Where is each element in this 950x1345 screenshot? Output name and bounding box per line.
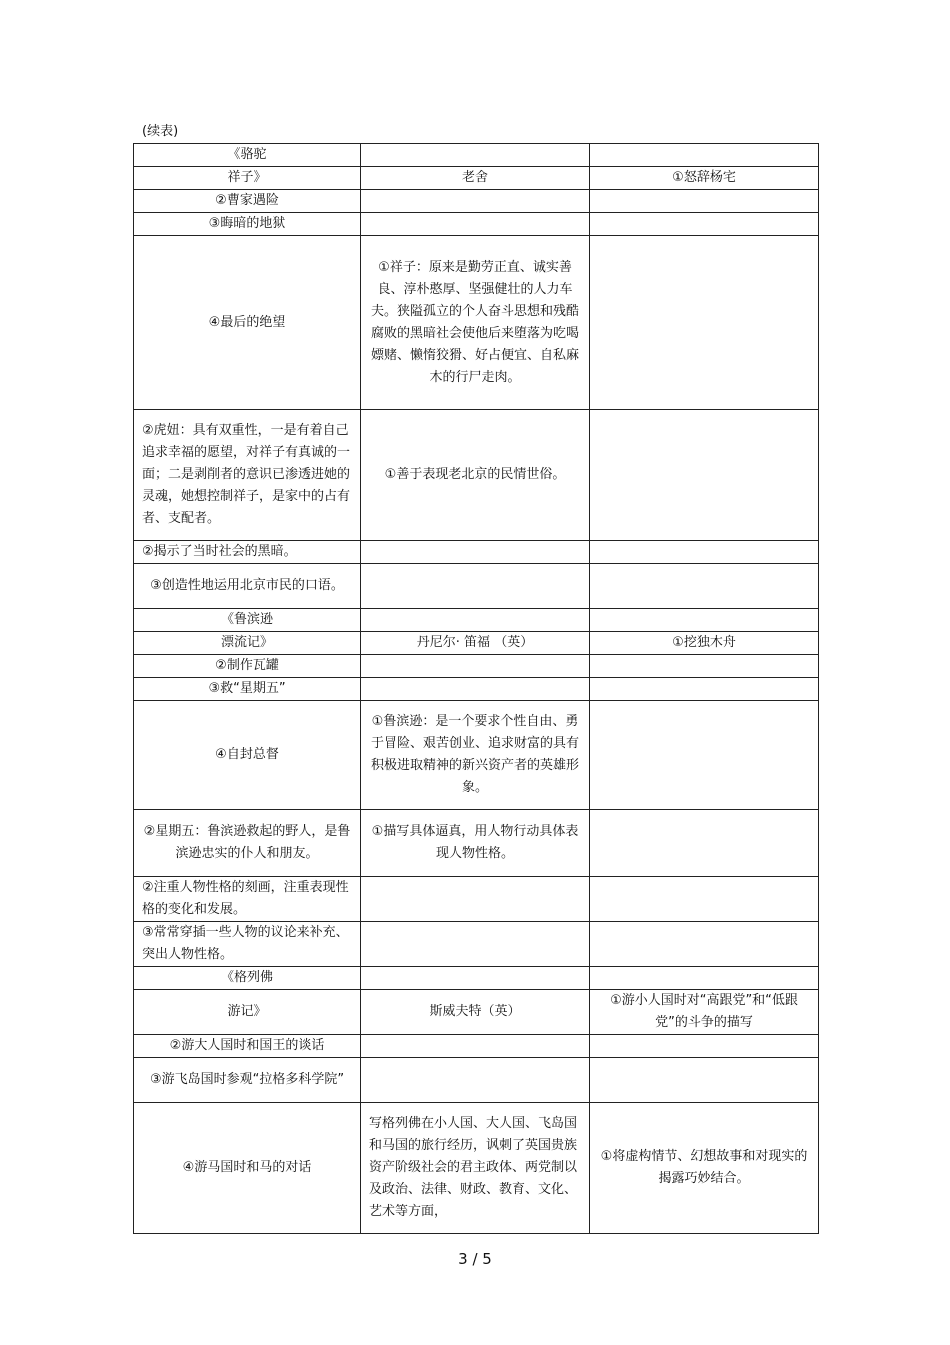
literature-table — [133, 143, 819, 1234]
table-cell — [590, 1058, 819, 1103]
table-cell: ④自封总督 — [134, 701, 361, 810]
table-cell: 《骆驼 — [134, 144, 361, 167]
table-cell: 斯威夫特（英） — [361, 990, 590, 1035]
table-row — [134, 1058, 819, 1103]
table-cell — [361, 190, 590, 213]
table-cell — [590, 213, 819, 236]
table-row — [134, 190, 819, 213]
table-cell: ①善于表现老北京的民情世俗。 — [361, 410, 590, 541]
table-row — [134, 877, 819, 922]
table-row — [134, 1035, 819, 1058]
table-row — [134, 167, 819, 190]
table-row — [134, 967, 819, 990]
table-row — [134, 236, 819, 410]
table-cell: ④最后的绝望 — [134, 236, 361, 410]
table-cell: ②揭示了当时社会的黑暗。 — [134, 541, 361, 564]
table-cell — [590, 541, 819, 564]
table-cell: 老舍 — [361, 167, 590, 190]
table-cell — [590, 144, 819, 167]
table-cell: ③常常穿插一些人物的议论来补充、突出人物性格。 — [134, 922, 361, 967]
table-cell — [361, 922, 590, 967]
table-cell: ④游马国时和马的对话 — [134, 1103, 361, 1234]
table-row — [134, 810, 819, 877]
table-row — [134, 213, 819, 236]
table-cell: 漂流记》 — [134, 632, 361, 655]
table-cell: ③创造性地运用北京市民的口语。 — [134, 564, 361, 609]
table-cell: 《格列佛 — [134, 967, 361, 990]
table-cell: 写格列佛在小人国、大人国、飞岛国和马国的旅行经历，讽刺了英国贵族资产阶级社会的君主政体、两党制以及政治、法律、财政、教育、文化、艺术等方面， — [361, 1103, 590, 1234]
table-cell — [361, 1035, 590, 1058]
table-cell — [590, 922, 819, 967]
table-cell — [590, 678, 819, 701]
table-cell: ②虎妞：具有双重性，一是有着自己追求幸福的愿望，对祥子有真诚的一面；二是剥削者的意识已渗透进她的灵魂，她想控制祥子，是家中的占有者、支配者。 — [134, 410, 361, 541]
table-cell — [590, 564, 819, 609]
table-row — [134, 541, 819, 564]
table-cell: ②注重人物性格的刻画，注重表现性格的变化和发展。 — [134, 877, 361, 922]
table-cell — [361, 609, 590, 632]
table-cell: 游记》 — [134, 990, 361, 1035]
table-row — [134, 410, 819, 541]
table-cell — [590, 1035, 819, 1058]
table-cell: 祥子》 — [134, 167, 361, 190]
table-cell: ②星期五：鲁滨逊救起的野人，是鲁滨逊忠实的仆人和朋友。 — [134, 810, 361, 877]
table-cell — [590, 236, 819, 410]
table-cell: ①怒辞杨宅 — [590, 167, 819, 190]
table-cell: ③救“星期五” — [134, 678, 361, 701]
table-cell — [590, 701, 819, 810]
table-cell — [361, 144, 590, 167]
table-row — [134, 678, 819, 701]
table-row — [134, 609, 819, 632]
table-cell — [590, 877, 819, 922]
table-cell — [361, 541, 590, 564]
table-cell: ①祥子：原来是勤劳正直、诚实善良、淳朴憨厚、坚强健壮的人力车夫。狭隘孤立的个人奋斗思想和残酷腐败的黑暗社会使他后来堕落为吃喝嫖赌、懒惰狡猾、好占便宜、自私麻木的行尸走肉。 — [361, 236, 590, 410]
table-cell — [590, 410, 819, 541]
table-caption: (续表) — [142, 124, 179, 139]
table-cell — [361, 1058, 590, 1103]
table-row — [134, 655, 819, 678]
table-cell: ①鲁滨逊：是一个要求个性自由、勇于冒险、艰苦创业、追求财富的具有积极进取精神的新兴资产者的英雄形象。 — [361, 701, 590, 810]
table-cell — [590, 967, 819, 990]
table-row — [134, 144, 819, 167]
table-cell: ①将虚构情节、幻想故事和对现实的揭露巧妙结合。 — [590, 1103, 819, 1234]
table-cell — [590, 609, 819, 632]
table-cell — [361, 967, 590, 990]
table-cell — [361, 213, 590, 236]
table-cell: ②曹家遇险 — [134, 190, 361, 213]
table-cell: ③游飞岛国时参观“拉格多科学院” — [134, 1058, 361, 1103]
table-row — [134, 701, 819, 810]
table-row — [134, 1103, 819, 1234]
table-cell: ①挖独木舟 — [590, 632, 819, 655]
table-row — [134, 922, 819, 967]
table-cell: 《鲁滨逊 — [134, 609, 361, 632]
table-row — [134, 632, 819, 655]
table-cell: 丹尼尔· 笛福 （英） — [361, 632, 590, 655]
table-cell — [590, 655, 819, 678]
table-row — [134, 990, 819, 1035]
table-cell — [361, 678, 590, 701]
table-cell — [361, 877, 590, 922]
table-cell: ①游小人国时对“高跟党”和“低跟党”的斗争的描写 — [590, 990, 819, 1035]
table-cell — [590, 810, 819, 877]
table-cell: ①描写具体逼真，用人物行动具体表现人物性格。 — [361, 810, 590, 877]
table-cell: ③晦暗的地狱 — [134, 213, 361, 236]
table-cell: ②游大人国时和国王的谈话 — [134, 1035, 361, 1058]
table-cell: ②制作瓦罐 — [134, 655, 361, 678]
table-cell — [590, 190, 819, 213]
table-cell — [361, 655, 590, 678]
page-number: 3 / 5 — [458, 1250, 492, 1268]
table-cell — [361, 564, 590, 609]
table-row — [134, 564, 819, 609]
